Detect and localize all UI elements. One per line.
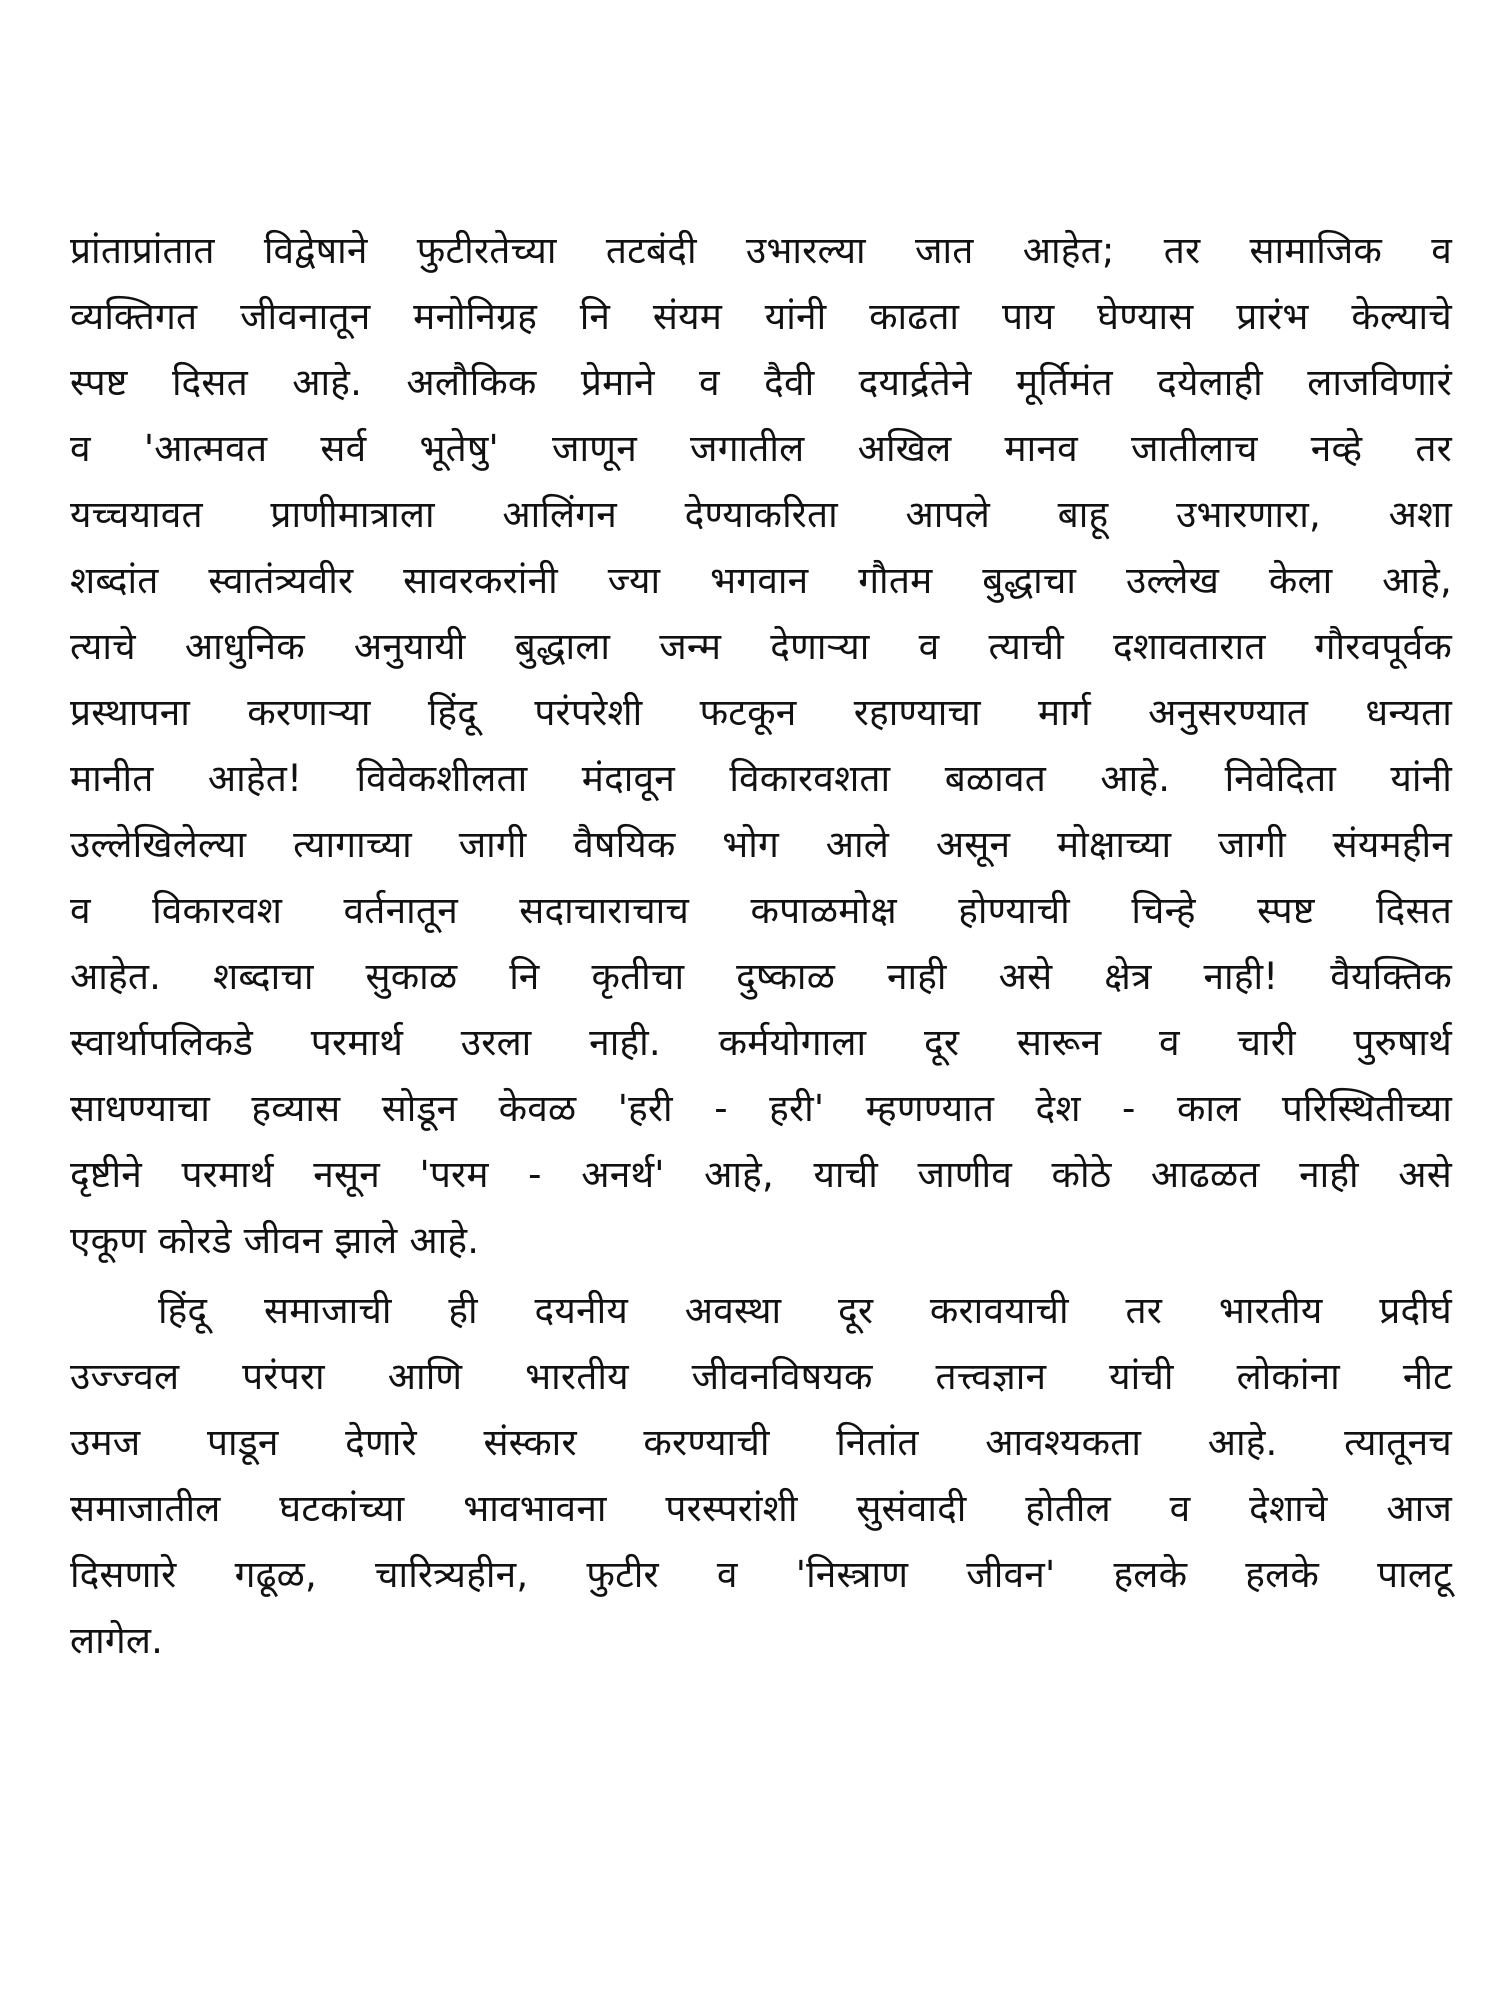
text-line: स्पष्ट दिसत आहे. अलौकिक प्रेमाने व दैवी दयार्द्रतेने मूर्तिमंत दयेलाही लाजविणारं [70, 361, 1452, 404]
text-line: व 'आत्मवत सर्व भूतेषु' जाणून जगातील अखिल मानव जातीलाच नव्हे तर [70, 427, 1452, 470]
text-line: शब्दांत स्वातंत्र्यवीर सावरकरांनी ज्या भगवान गौतम बुद्धाचा उल्लेख केला आहे, [70, 559, 1452, 602]
text-line: समाजातील घटकांच्या भावभावना परस्परांशी सुसंवादी होतील व देशाचे आज [70, 1487, 1452, 1530]
text-line: यच्चयावत प्राणीमात्राला आलिंगन देण्याकरिता आपले बाहू उभारणारा, अशा [70, 493, 1452, 536]
text-line: हिंदू समाजाची ही दयनीय अवस्था दूर करावयाची तर भारतीय प्रदीर्घ [158, 1289, 1452, 1332]
text-line: आहेत. शब्दाचा सुकाळ नि कृतीचा दुष्काळ नाही असे क्षेत्र नाही! वैयक्तिक [70, 955, 1452, 998]
text-line: मानीत आहेत! विवेकशीलता मंदावून विकारवशता बळावत आहे. निवेदिता यांनी [70, 757, 1452, 800]
text-line: त्याचे आधुनिक अनुयायी बुद्धाला जन्म देणाऱ्या व त्याची दशावतारात गौरवपूर्वक [70, 625, 1452, 668]
paragraph-2 [70, 1278, 1452, 1674]
text-line: उज्ज्वल परंपरा आणि भारतीय जीवनविषयक तत्त्वज्ञान यांची लोकांना नीट [70, 1355, 1452, 1398]
text-line: दृष्टीने परमार्थ नसून 'परम - अनर्थ' आहे, याची जाणीव कोठे आढळत नाही असे [70, 1153, 1452, 1196]
text-line: दिसणारे गढूळ, चारित्र्यहीन, फुटीर व 'निस्त्राण जीवन' हलके हलके पालटू [70, 1553, 1452, 1596]
text-line: प्रस्थापना करणाऱ्या हिंदू परंपरेशी फटकून रहाण्याचा मार्ग अनुसरण्यात धन्यता [70, 691, 1452, 734]
paragraph-1 [70, 218, 1452, 1274]
text-line: लागेल. [70, 1619, 164, 1662]
text-line: व्यक्तिगत जीवनातून मनोनिग्रह नि संयम यांनी काढता पाय घेण्यास प्रारंभ केल्याचे [70, 295, 1452, 338]
text-line: प्रांताप्रांतात विद्वेषाने फुटीरतेच्या तटबंदी उभारल्या जात आहेत; तर सामाजिक व [70, 229, 1452, 272]
text-line: व विकारवश वर्तनातून सदाचाराचाच कपाळमोक्ष होण्याची चिन्हे स्पष्ट दिसत [70, 889, 1452, 932]
text-line: स्वार्थापलिकडे परमार्थ उरला नाही. कर्मयोगाला दूर सारून व चारी पुरुषार्थ [70, 1021, 1452, 1064]
text-line: एकूण कोरडे जीवन झाले आहे. [70, 1219, 480, 1262]
text-line: साधण्याचा हव्यास सोडून केवळ 'हरी - हरी' म्हणण्यात देश - काल परिस्थितीच्या [70, 1087, 1452, 1130]
body-text [70, 218, 1452, 1674]
text-line: उमज पाडून देणारे संस्कार करण्याची नितांत आवश्यकता आहे. त्यातूनच [70, 1421, 1452, 1464]
text-line: उल्लेखिलेल्या त्यागाच्या जागी वैषयिक भोग आले असून मोक्षाच्या जागी संयमहीन [70, 823, 1452, 866]
